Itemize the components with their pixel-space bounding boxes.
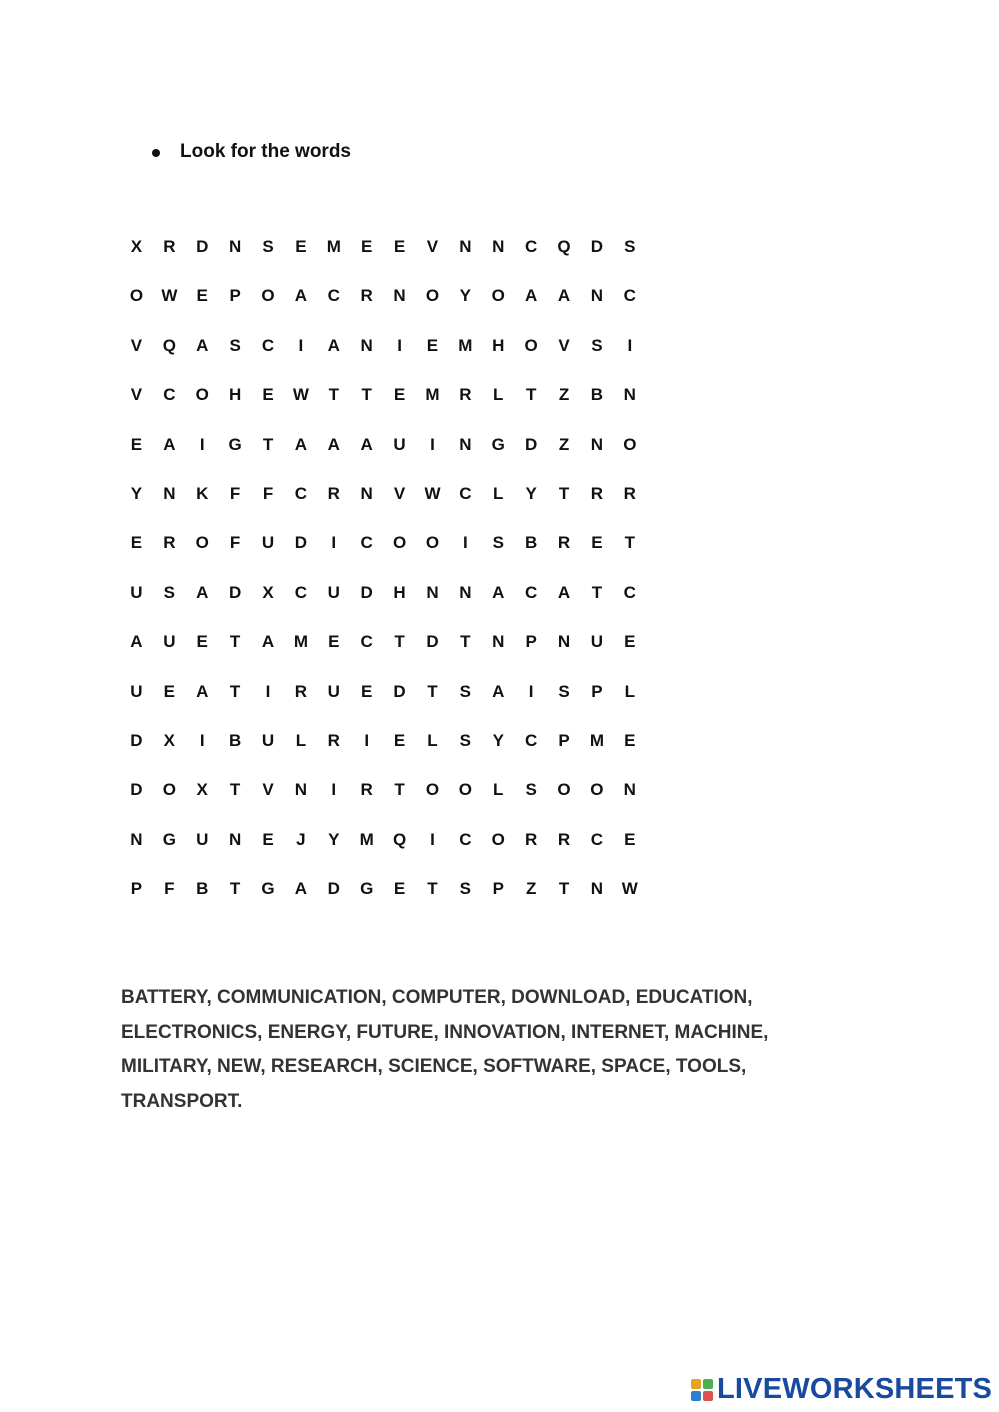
grid-cell[interactable]: N — [590, 434, 604, 454]
grid-cell[interactable]: Q — [557, 237, 571, 256]
grid-cell[interactable]: T — [525, 385, 537, 405]
logo-icon-square — [691, 1391, 701, 1401]
grid-cell[interactable]: A — [196, 681, 209, 701]
grid-row — [120, 827, 646, 876]
grid-cell[interactable]: U — [590, 632, 604, 652]
grid-cell[interactable]: S — [163, 582, 175, 602]
grid-cell[interactable]: T — [460, 632, 471, 652]
grid-cell[interactable]: R — [459, 385, 472, 405]
grid-cell[interactable]: D — [130, 730, 143, 750]
grid-cell[interactable]: E — [262, 829, 274, 849]
grid-cell[interactable]: A — [492, 681, 505, 701]
grid-cell[interactable]: U — [327, 582, 340, 602]
grid-row — [120, 580, 646, 629]
grid-cell[interactable]: S — [624, 237, 636, 256]
grid-cell[interactable]: V — [393, 483, 406, 503]
grid-cell[interactable]: C — [294, 483, 308, 503]
grid-cell[interactable]: I — [528, 681, 534, 701]
grid-cell[interactable]: G — [491, 434, 505, 454]
word-list: BATTERY, COMMUNICATION, COMPUTER, DOWNLOAD, EDUCATION, ELECTRONICS, ENERGY, FUTURE, INNOVATION, INTERNET, MACHINE, MILITARY, NEW, RESEARCH, SCIENCE, SOFTWARE, SPACE, TOOLS, TRANSPORT. — [121, 987, 769, 1112]
grid-cell[interactable]: I — [397, 335, 402, 355]
grid-cell[interactable]: D — [228, 582, 242, 602]
grid-cell[interactable]: F — [229, 483, 241, 503]
grid-cell[interactable]: L — [493, 780, 504, 800]
grid-cell[interactable]: T — [394, 632, 405, 652]
grid-cell[interactable]: M — [359, 829, 374, 849]
grid-cell[interactable]: N — [623, 780, 636, 800]
grid-cell[interactable]: R — [590, 483, 604, 503]
grid-cell[interactable]: E — [130, 434, 143, 454]
grid-cell[interactable]: C — [459, 483, 472, 503]
grid-cell[interactable]: T — [591, 582, 603, 602]
grid-cell[interactable]: D — [130, 780, 143, 800]
grid-cell[interactable]: U — [261, 533, 275, 553]
grid-cell[interactable]: R — [557, 533, 571, 553]
grid-cell[interactable]: T — [229, 879, 241, 899]
grid-cell[interactable]: T — [361, 385, 372, 405]
grid-cell[interactable]: I — [627, 335, 633, 355]
grid-cell[interactable]: T — [229, 780, 241, 800]
word-search-grid — [120, 234, 646, 925]
grid-cell[interactable]: H — [492, 335, 505, 355]
grid-cell[interactable]: I — [430, 434, 435, 454]
grid-cell[interactable]: N — [426, 582, 439, 602]
grid-cell[interactable]: N — [393, 286, 406, 306]
grid-cell[interactable]: N — [228, 237, 242, 256]
grid-cell[interactable]: G — [162, 829, 176, 849]
grid-cell[interactable]: B — [228, 730, 242, 750]
grid-cell[interactable]: O — [425, 780, 440, 800]
grid-cell[interactable]: T — [427, 879, 438, 899]
grid-cell[interactable]: I — [199, 730, 205, 750]
grid-cell[interactable]: Y — [492, 730, 504, 750]
grid-cell[interactable]: D — [196, 237, 209, 256]
grid-cell[interactable]: V — [262, 780, 274, 800]
grid-cell[interactable]: M — [425, 385, 440, 405]
grid-cell[interactable]: I — [265, 681, 271, 701]
grid-cell[interactable]: Z — [558, 385, 570, 405]
grid-cell[interactable]: O — [195, 533, 209, 553]
grid-cell[interactable]: A — [327, 335, 340, 355]
grid-row — [120, 777, 646, 826]
grid-row — [120, 234, 646, 283]
grid-cell[interactable]: R — [327, 483, 340, 503]
grid-cell[interactable]: J — [296, 829, 306, 849]
instruction-text: Look for the words — [180, 141, 351, 162]
grid-cell[interactable]: N — [360, 483, 373, 503]
grid-cell[interactable]: A — [492, 582, 505, 602]
grid-cell[interactable]: A — [294, 286, 308, 306]
grid-cell[interactable]: C — [623, 286, 636, 306]
grid-cell[interactable]: N — [360, 335, 373, 355]
logo-icon-square — [691, 1379, 701, 1389]
grid-cell[interactable]: X — [262, 582, 274, 602]
grid-cell[interactable]: T — [262, 434, 274, 454]
grid-cell[interactable]: R — [360, 286, 373, 306]
grid-cell[interactable]: R — [524, 829, 538, 849]
grid-cell[interactable]: C — [261, 335, 275, 355]
grid-cell[interactable]: R — [163, 237, 176, 256]
grid-cell[interactable]: U — [163, 632, 176, 652]
instruction — [152, 141, 351, 163]
grid-cell[interactable]: A — [360, 434, 373, 454]
grid-cell[interactable]: O — [491, 829, 505, 849]
grid-cell[interactable]: U — [130, 582, 143, 602]
grid-cell[interactable]: N — [590, 879, 604, 899]
grid-cell[interactable]: U — [393, 434, 406, 454]
grid-cell[interactable]: N — [130, 829, 143, 849]
grid-cell[interactable]: I — [331, 780, 337, 800]
grid-cell[interactable]: O — [195, 385, 209, 405]
grid-cell[interactable]: S — [591, 335, 603, 355]
grid-cell[interactable]: S — [229, 335, 241, 355]
logo-icon-square — [703, 1379, 713, 1389]
grid-cell[interactable]: V — [558, 335, 570, 355]
grid-cell[interactable]: D — [426, 632, 439, 652]
grid-cell[interactable]: N — [590, 286, 604, 306]
grid-cell[interactable]: U — [327, 681, 340, 701]
grid-cell[interactable]: S — [459, 879, 472, 899]
grid-cell[interactable]: S — [492, 533, 504, 553]
grid-cell[interactable]: N — [623, 385, 636, 405]
grid-cell[interactable]: S — [558, 681, 570, 701]
grid-cell[interactable]: E — [591, 533, 603, 553]
grid-cell[interactable]: G — [360, 879, 374, 899]
grid-cell[interactable]: V — [426, 237, 439, 256]
grid-cell[interactable]: C — [524, 730, 538, 750]
grid-cell[interactable]: C — [163, 385, 176, 405]
grid-cell[interactable]: F — [164, 879, 175, 899]
grid-cell[interactable]: B — [524, 533, 538, 553]
grid-cell[interactable]: X — [163, 730, 175, 750]
grid-cell[interactable]: E — [393, 237, 406, 256]
grid-cell[interactable]: N — [294, 780, 308, 800]
grid-cell[interactable]: V — [130, 385, 143, 405]
grid-cell[interactable]: D — [360, 582, 373, 602]
grid-row — [120, 481, 646, 530]
grid-cell[interactable]: G — [228, 434, 242, 454]
grid-cell[interactable]: O — [162, 780, 176, 800]
grid-cell[interactable]: E — [196, 632, 208, 652]
grid-cell[interactable]: E — [361, 237, 373, 256]
grid-cell[interactable]: E — [163, 681, 175, 701]
grid-cell[interactable]: T — [229, 632, 241, 652]
grid-cell[interactable]: M — [589, 730, 604, 750]
grid-cell[interactable]: D — [294, 533, 308, 553]
grid-cell[interactable]: X — [196, 780, 208, 800]
grid-cell[interactable]: N — [557, 632, 571, 652]
grid-cell[interactable]: G — [261, 879, 275, 899]
grid-row — [120, 333, 646, 382]
grid-cell[interactable]: C — [459, 829, 472, 849]
grid-cell[interactable]: L — [493, 385, 504, 405]
grid-cell[interactable]: T — [328, 385, 339, 405]
grid-cell[interactable]: E — [624, 632, 636, 652]
grid-cell[interactable]: D — [524, 434, 538, 454]
grid-row — [120, 283, 646, 332]
grid-cell[interactable]: C — [623, 582, 636, 602]
grid-cell[interactable]: Y — [525, 483, 537, 503]
grid-cell[interactable]: U — [130, 681, 143, 701]
grid-cell[interactable]: H — [393, 582, 406, 602]
grid-cell[interactable]: L — [624, 681, 635, 701]
grid-cell[interactable]: A — [294, 879, 308, 899]
grid-cell[interactable]: U — [261, 730, 275, 750]
grid-cell[interactable]: S — [459, 730, 472, 750]
liveworksheets-logo-icon — [691, 1379, 713, 1401]
grid-row — [120, 382, 646, 431]
grid-cell[interactable]: O — [491, 286, 505, 306]
grid-cell[interactable]: R — [294, 681, 308, 701]
grid-cell[interactable]: O — [261, 286, 275, 306]
grid-cell[interactable]: D — [590, 237, 604, 256]
grid-cell[interactable]: N — [459, 582, 472, 602]
grid-cell[interactable]: P — [229, 286, 241, 306]
liveworksheets-logo — [691, 1373, 992, 1406]
grid-cell[interactable]: P — [525, 632, 537, 652]
grid-cell[interactable]: E — [361, 681, 373, 701]
grid-cell[interactable]: R — [623, 483, 636, 503]
grid-cell[interactable]: L — [295, 730, 307, 750]
grid-cell[interactable]: R — [327, 730, 340, 750]
grid-cell[interactable]: D — [393, 681, 406, 701]
grid-cell[interactable]: A — [130, 632, 143, 652]
grid-cell[interactable]: A — [163, 434, 176, 454]
grid-cell[interactable]: V — [130, 335, 143, 355]
grid-cell[interactable]: M — [293, 632, 308, 652]
grid-cell[interactable]: N — [228, 829, 242, 849]
grid-cell[interactable]: A — [557, 286, 571, 306]
grid-cell[interactable]: A — [524, 286, 538, 306]
grid-cell[interactable]: E — [328, 632, 340, 652]
grid-cell[interactable]: E — [196, 286, 208, 306]
grid-cell[interactable]: E — [262, 385, 274, 405]
grid-cell[interactable]: O — [590, 780, 604, 800]
grid-cell[interactable]: T — [394, 780, 405, 800]
grid-cell[interactable]: W — [621, 879, 638, 899]
grid-cell[interactable]: I — [331, 533, 337, 553]
grid-cell[interactable]: A — [196, 582, 209, 602]
grid-cell[interactable]: E — [624, 730, 636, 750]
grid-cell[interactable]: Z — [525, 879, 537, 899]
grid-cell[interactable]: I — [462, 533, 468, 553]
grid-cell[interactable]: T — [229, 681, 241, 701]
grid-cell[interactable]: W — [424, 483, 441, 503]
grid-cell[interactable]: C — [360, 533, 373, 553]
grid-cell[interactable]: Z — [558, 434, 570, 454]
grid-cell[interactable]: I — [199, 434, 205, 454]
grid-cell[interactable]: R — [557, 829, 571, 849]
grid-cell[interactable]: T — [558, 483, 570, 503]
grid-cell[interactable]: W — [161, 286, 178, 306]
grid-cell[interactable]: O — [392, 533, 407, 553]
grid-cell[interactable]: A — [327, 434, 340, 454]
grid-cell[interactable]: O — [458, 780, 472, 800]
grid-cell[interactable]: S — [459, 681, 472, 701]
grid-row — [120, 679, 646, 728]
grid-row — [120, 432, 646, 481]
grid-cell[interactable]: E — [426, 335, 439, 355]
grid-cell[interactable]: A — [294, 434, 308, 454]
grid-cell[interactable]: I — [298, 335, 304, 355]
grid-cell[interactable]: N — [459, 434, 472, 454]
grid-cell[interactable]: O — [425, 286, 440, 306]
grid-cell[interactable]: T — [558, 879, 570, 899]
grid-cell[interactable]: C — [327, 286, 340, 306]
grid-cell[interactable]: S — [525, 780, 537, 800]
bullet-icon — [152, 149, 160, 157]
grid-cell[interactable]: D — [327, 879, 340, 899]
grid-cell[interactable]: A — [557, 582, 571, 602]
grid-cell[interactable]: H — [228, 385, 242, 405]
grid-cell[interactable]: L — [493, 483, 504, 503]
grid-cell[interactable]: M — [326, 237, 341, 256]
grid-cell[interactable]: I — [430, 829, 435, 849]
grid-cell[interactable]: M — [458, 335, 473, 355]
grid-cell[interactable]: T — [624, 533, 635, 553]
grid-cell[interactable]: N — [492, 237, 505, 256]
grid-cell[interactable]: W — [292, 385, 309, 405]
grid-cell[interactable]: X — [130, 237, 143, 256]
grid-row — [120, 876, 646, 925]
grid-cell[interactable]: T — [427, 681, 438, 701]
grid-cell[interactable]: Y — [130, 483, 143, 503]
grid-cell[interactable]: N — [163, 483, 176, 503]
grid-cell[interactable]: C — [590, 829, 604, 849]
grid-cell[interactable]: Y — [459, 286, 472, 306]
grid-cell[interactable]: P — [591, 681, 603, 701]
grid-cell[interactable]: E — [295, 237, 307, 256]
grid-cell[interactable]: O — [524, 335, 538, 355]
grid-cell[interactable]: N — [492, 632, 505, 652]
grid-row — [120, 629, 646, 678]
grid-row — [120, 728, 646, 777]
grid-cell[interactable]: E — [393, 385, 406, 405]
grid-cell[interactable]: A — [196, 335, 209, 355]
grid-cell[interactable]: O — [557, 780, 571, 800]
grid-cell[interactable]: R — [163, 533, 176, 553]
logo-text: LIVEWORKSHEETS — [717, 1373, 993, 1405]
grid-cell[interactable]: P — [492, 879, 504, 899]
grid-cell[interactable]: K — [196, 483, 209, 503]
grid-cell[interactable]: E — [393, 730, 406, 750]
grid-cell[interactable]: O — [623, 434, 637, 454]
grid-cell[interactable]: Q — [162, 335, 176, 355]
grid-cell[interactable]: P — [130, 879, 143, 899]
grid-cell[interactable]: O — [425, 533, 440, 553]
grid-cell[interactable]: C — [524, 582, 538, 602]
grid-cell[interactable]: B — [196, 879, 209, 899]
grid-cell[interactable]: S — [262, 237, 274, 256]
grid-cell[interactable]: O — [129, 286, 144, 306]
grid-cell[interactable]: Q — [392, 829, 407, 849]
logo-icon-square — [703, 1391, 713, 1401]
grid-cell[interactable]: R — [360, 780, 373, 800]
grid-cell[interactable]: P — [558, 730, 570, 750]
grid-cell[interactable]: C — [524, 237, 538, 256]
grid-cell[interactable]: E — [624, 829, 636, 849]
grid-cell[interactable]: L — [427, 730, 438, 750]
grid-cell[interactable]: E — [393, 879, 406, 899]
grid-cell[interactable]: U — [196, 829, 209, 849]
grid-cell[interactable]: E — [130, 533, 143, 553]
grid-cell[interactable]: C — [360, 632, 373, 652]
grid-cell[interactable]: I — [364, 730, 370, 750]
grid-cell[interactable]: A — [261, 632, 275, 652]
grid-cell[interactable]: N — [459, 237, 472, 256]
grid-cell[interactable]: F — [229, 533, 241, 553]
grid-cell[interactable]: F — [262, 483, 274, 503]
grid-cell[interactable]: C — [294, 582, 308, 602]
grid-cell[interactable]: Y — [328, 829, 340, 849]
grid-cell[interactable]: B — [590, 385, 604, 405]
grid-row — [120, 530, 646, 579]
